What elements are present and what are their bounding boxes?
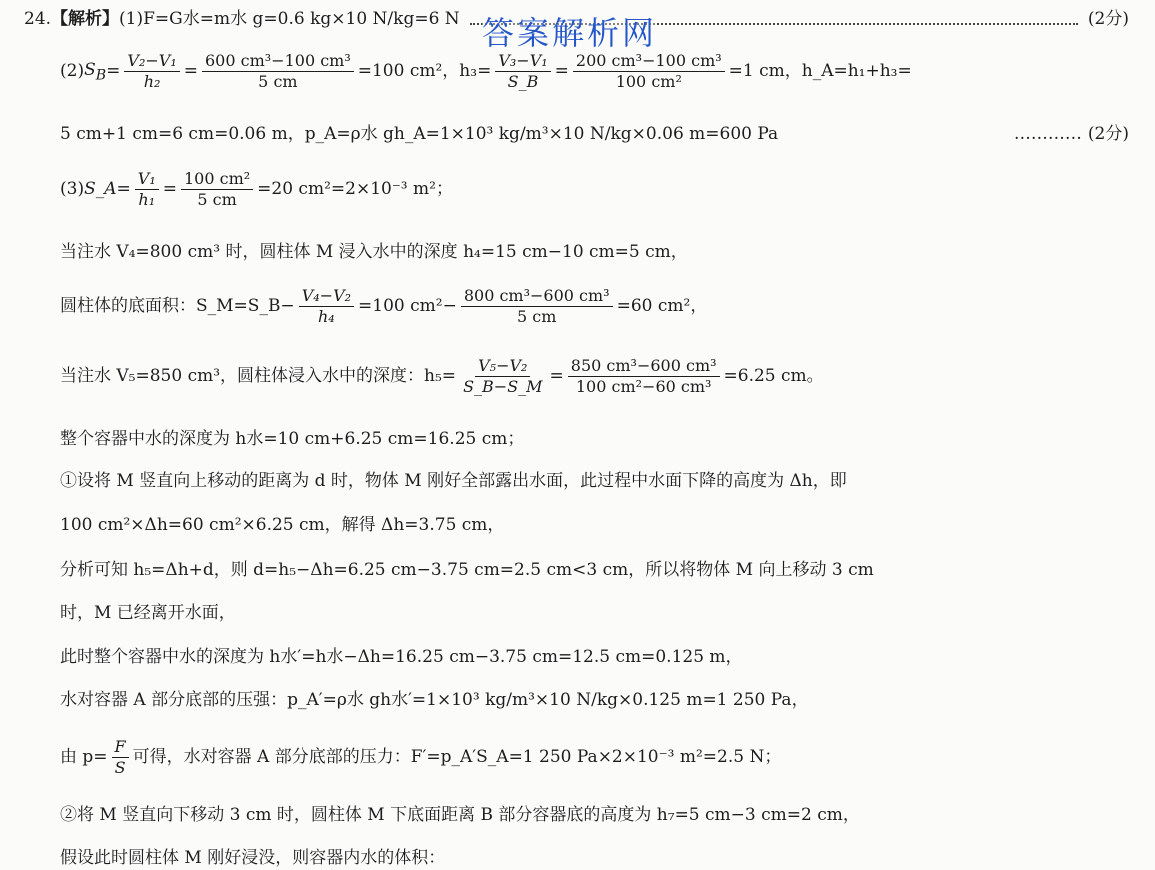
equals: =: [162, 179, 177, 200]
text: 5 cm+1 cm=6 cm=0.06 m，p_A=ρ水 gh_A=1×10³ kg/m³×10 N/kg×0.06 m=600 Pa: [60, 124, 779, 144]
line-4: [60, 243, 1129, 263]
question-number: 24.: [24, 9, 52, 29]
text: 圆柱体的底面积：S_M=S_B−: [60, 296, 295, 317]
fraction: $\frac{\text{V₂−V₁}}{\text{h₂}}$: [124, 52, 179, 92]
fraction: $\frac{\text{600 cm³−100 cm³}}{5 cm}$: [202, 52, 354, 92]
text: 当注水 V₅=850 cm³，圆柱体浸入水中的深度：h₅=: [60, 366, 457, 387]
text: 此时整个容器中水的深度为 h水′=h水−Δh=16.25 cm−3.75 cm=12.5 cm=0.125 m，: [60, 647, 743, 667]
line-11: [60, 604, 1129, 624]
fraction: $\frac{\text{V₁}}{\text{h₁}}$: [135, 170, 159, 210]
sa-symbol: S_A=: [84, 179, 131, 200]
text: 整个容器中水的深度为 h水=10 cm+6.25 cm=16.25 cm；: [60, 429, 525, 449]
text: 分析可知 h₅=Δh+d，则 d=h₅−Δh=6.25 cm−3.75 cm=2.5 cm<3 cm，所以将物体 M 向上移动 3 cm: [60, 560, 874, 580]
part2-label: (2): [60, 61, 85, 82]
text: 当注水 V₄=800 cm³ 时，圆柱体 M 浸入水中的深度 h₄=15 cm−10 cm=5 cm，: [60, 242, 688, 262]
line-6: [60, 357, 1129, 397]
line-9: [60, 516, 1129, 536]
fraction: $\frac{\text{800 cm³−600 cm³}}{5 cm}$: [461, 287, 613, 327]
text: 可得，水对容器 A 部分底部的压力：F′=p_A′S_A=1 250 Pa×2×10⁻³ m²=2.5 N；: [132, 747, 782, 768]
text: =60 cm²，: [616, 296, 708, 317]
line-16: [60, 849, 1129, 869]
equals: =: [554, 61, 569, 82]
fraction: $\frac{\text{V₄−V₂}}{\text{h₄}}$: [299, 287, 354, 327]
text: 由 p=: [60, 747, 108, 768]
text: =6.25 cm。: [723, 366, 824, 387]
score-badge: (2分): [1087, 9, 1129, 29]
line-5: [60, 287, 1129, 327]
line-12: [60, 648, 1129, 668]
line-8: [60, 472, 1129, 492]
fraction: $\frac{F}{S}$: [112, 738, 129, 778]
line-15: [60, 806, 1129, 826]
part1-text: (1)F=G水=m水 g=0.6 kg×10 N/kg=6 N: [119, 9, 460, 29]
sb-symbol: $S_B$: [84, 59, 107, 83]
equals: =: [106, 61, 121, 82]
text: =20 cm²=2×10⁻³ m²；: [257, 179, 453, 200]
text: =100 cm²−: [358, 296, 457, 317]
fraction: $\frac{\text{850 cm³−600 cm³}}{\text{100 cm²−60 cm³}}$: [568, 357, 720, 397]
line-14: [60, 738, 1129, 778]
line-10: [60, 561, 1129, 581]
text: 时，M 已经离开水面，: [60, 603, 236, 623]
line-part3: [60, 170, 1129, 210]
text: 水对容器 A 部分底部的压强：p_A′=ρ水 gh水′=1×10³ kg/m³×10 N/kg×0.125 m=1 250 Pa，: [60, 690, 809, 710]
text: 100 cm²×Δh=60 cm²×6.25 cm，解得 Δh=3.75 cm，: [60, 515, 505, 535]
watermark: 答案解析网: [482, 8, 657, 54]
analysis-tag: 【解析】: [51, 9, 120, 29]
text: ①设将 M 竖直向上移动的距离为 d 时，物体 M 刚好全部露出水面，此过程中水面下降的高度为 Δh，即: [60, 471, 847, 491]
line-13: [60, 691, 1129, 711]
score-badge: (2分): [1087, 124, 1129, 144]
fraction: $\frac{\text{V₅−V₂}}{S\_B-S\_M}$: [463, 356, 543, 397]
text: ②将 M 竖直向下移动 3 cm 时，圆柱体 M 下底面距离 B 部分容器底的高度为 h₇=5 cm−3 cm=2 cm，: [60, 805, 860, 825]
line-part2b: [60, 125, 1129, 145]
line-7: [60, 430, 1129, 450]
fraction: $\frac{\text{V₃−V₁}}{S\_B}$: [495, 52, 550, 92]
line-part2: [60, 52, 1129, 92]
text: =100 cm²，h₃=: [357, 61, 492, 82]
text: =1 cm，h_A=h₁+h₃=: [728, 61, 912, 82]
text: 假设此时圆柱体 M 刚好浸没，则容器内水的体积：: [60, 848, 446, 868]
fraction: $\frac{\text{200 cm³−100 cm³}}{\text{100 cm²}}$: [573, 52, 725, 92]
fraction: $\frac{\text{100 cm²}}{5 cm}$: [181, 170, 253, 210]
dot-leader: …………: [1013, 124, 1082, 144]
equals: =: [549, 366, 564, 387]
part3-label: (3): [60, 179, 85, 200]
equals: =: [183, 61, 198, 82]
